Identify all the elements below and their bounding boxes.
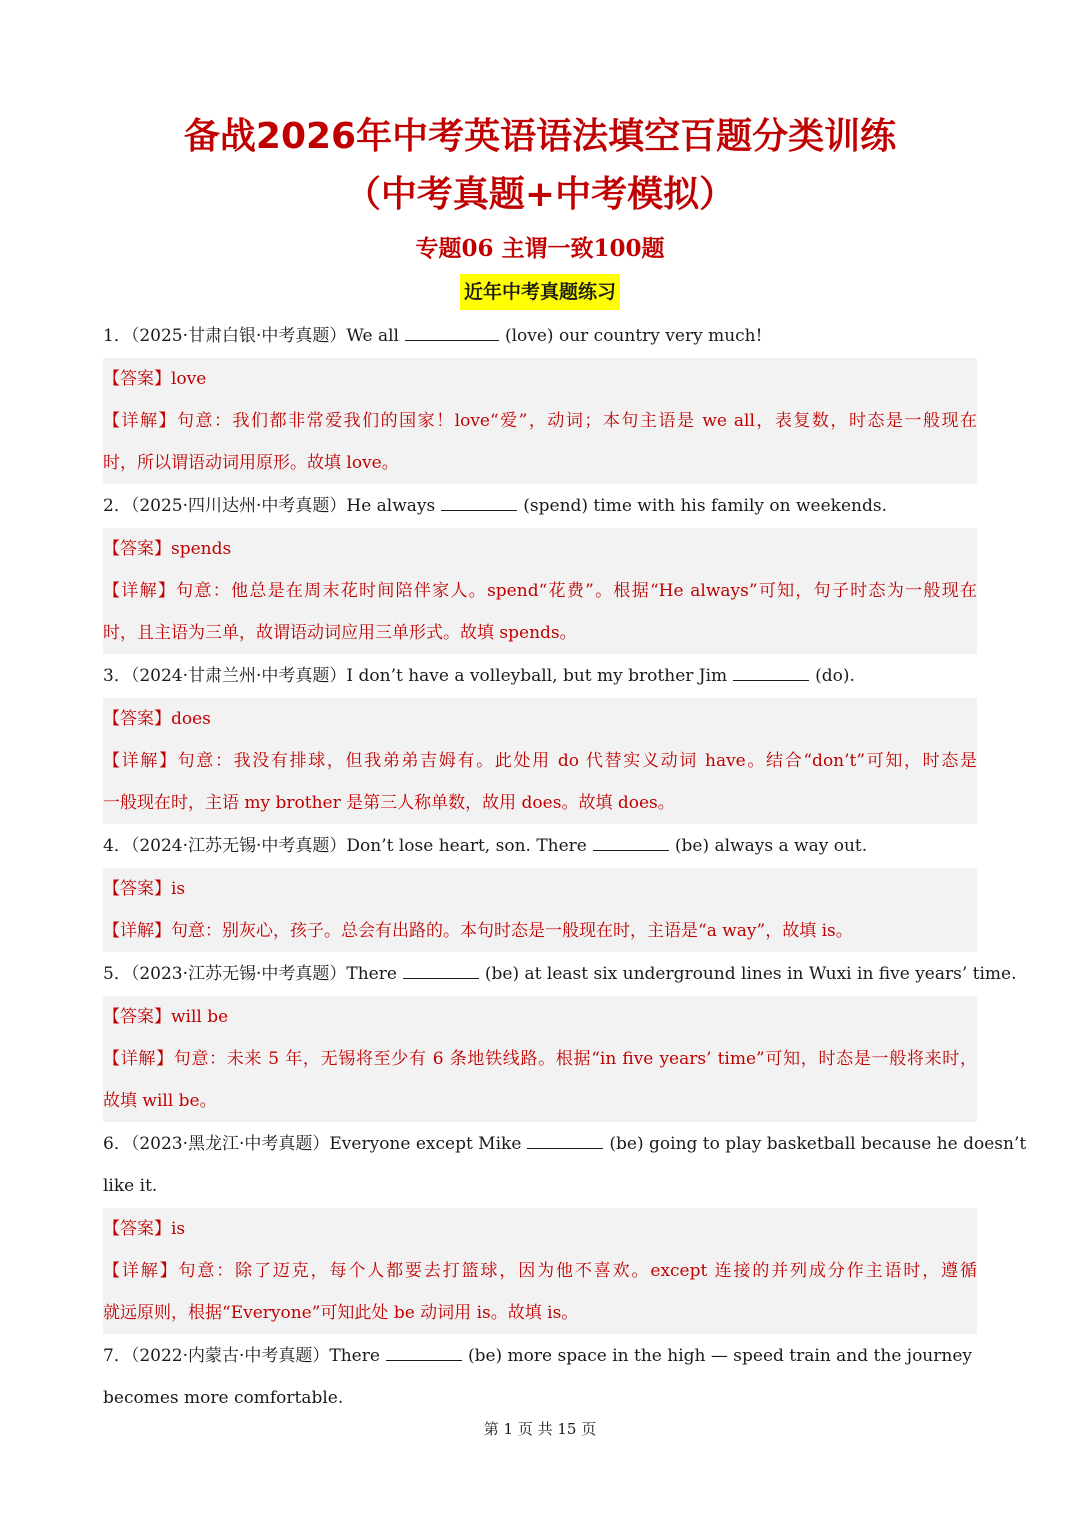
answer-blank — [386, 1342, 462, 1361]
answer-block-3 — [103, 698, 977, 824]
question-text: (be) at least six underground lines in Wuxi in five years’ time. — [484, 964, 1017, 984]
explanation-line: 就远原则，根据“Everyone”可知此处 be 动词用 is。故填 is。 — [103, 1303, 579, 1323]
explanation-line: 时，所以谓语动词用原形。故填 love。 — [103, 453, 399, 473]
document-title-line1: 备战2026年中考英语语法填空百题分类训练 — [183, 116, 897, 157]
answer-line: 【答案】spends — [103, 539, 232, 559]
question-text: 6．（2023·黑龙江·中考真题）Everyone except Mike — [103, 1134, 522, 1154]
answer-line: 【答案】is — [103, 879, 186, 899]
answer-block-4 — [103, 868, 977, 952]
explanation-line: 【详解】句意：除了迈克，每个人都要去打篮球，因为他不喜欢。except 连接的并列成分作主语时，遵循 — [103, 1261, 977, 1281]
answer-block-1 — [103, 358, 977, 484]
document-title-line2: （中考真题+中考模拟） — [344, 174, 736, 215]
question-3 — [103, 662, 977, 690]
explanation-line: 时，且主语为三单，故谓语动词应用三单形式。故填 spends。 — [103, 623, 577, 643]
question-text: 2．（2025·四川达州·中考真题）He always — [103, 496, 436, 516]
answer-block-6 — [103, 1208, 977, 1334]
question-text: (be) more space in the high — speed train and the journey — [467, 1346, 972, 1366]
answer-blank — [405, 322, 499, 341]
explanation-line: 一般现在时，主语 my brother 是第三人称单数，故用 does。故填 does。 — [103, 793, 675, 813]
question-7 — [103, 1342, 977, 1370]
question-text: 5．（2023·江苏无锡·中考真题）There — [103, 964, 397, 984]
answer-blank — [527, 1130, 603, 1149]
answer-blank — [593, 832, 669, 851]
answer-blank — [403, 960, 479, 979]
explanation-line: 【详解】句意：未来 5 年，无锡将至少有 6 条地铁线路。根据“in five years’ time”可知，时态是一般将来时， — [103, 1049, 977, 1069]
question-2 — [103, 492, 977, 520]
answer-line: 【答案】love — [103, 369, 207, 389]
question-text: (be) going to play basketball because he doesn’t — [609, 1134, 1027, 1154]
question-text: (do). — [815, 666, 855, 686]
answer-line: 【答案】will be — [103, 1007, 229, 1027]
question-4 — [103, 832, 977, 860]
question-text: 4．（2024·江苏无锡·中考真题）Don’t lose heart, son. There — [103, 836, 587, 856]
question-1 — [103, 322, 977, 350]
answer-block-2 — [103, 528, 977, 654]
question-5 — [103, 960, 1017, 988]
section-heading-wrap — [0, 274, 1080, 310]
question-text: (be) always a way out. — [674, 836, 868, 856]
answer-line: 【答案】does — [103, 709, 211, 729]
explanation-line: 【详解】句意：我们都非常爱我们的国家！love“爱”，动词；本句主语是 we all，表复数，时态是一般现在 — [103, 411, 977, 431]
question-text: 3．（2024·甘肃兰州·中考真题）I don’t have a volleyball, but my brother Jim — [103, 666, 728, 686]
answer-line: 【答案】is — [103, 1219, 186, 1239]
explanation-line: 【详解】句意：我没有排球，但我弟弟吉姆有。此处用 do 代替实义动词 have。结合“don’t”可知，时态是 — [103, 751, 977, 771]
page-number: 第 1 页 共 15 页 — [483, 1420, 597, 1438]
explanation-line: 【详解】句意：他总是在周末花时间陪伴家人。spend“花费”。根据“He always”可知，句子时态为一般现在 — [103, 581, 977, 601]
section-heading: 近年中考真题练习 — [460, 274, 620, 310]
question-7-continued: becomes more comfortable. — [103, 1388, 344, 1408]
answer-blank — [733, 662, 809, 681]
question-text: 1．（2025·甘肃白银·中考真题）We all — [103, 326, 399, 346]
explanation-line: 故填 will be。 — [103, 1091, 217, 1111]
question-text: 7．（2022·内蒙古·中考真题）There — [103, 1346, 380, 1366]
question-6-continued: like it. — [103, 1176, 158, 1196]
question-text: (spend) time with his family on weekends. — [523, 496, 887, 516]
answer-blank — [441, 492, 517, 511]
explanation-line: 【详解】句意：别灰心，孩子。总会有出路的。本句时态是一般现在时，主语是“a way”，故填 is。 — [103, 921, 853, 941]
topic-subtitle: 专题06 主谓一致100题 — [415, 235, 665, 262]
question-text: (love) our country very much! — [504, 326, 763, 346]
answer-block-5 — [103, 996, 977, 1122]
question-6 — [103, 1130, 1027, 1158]
